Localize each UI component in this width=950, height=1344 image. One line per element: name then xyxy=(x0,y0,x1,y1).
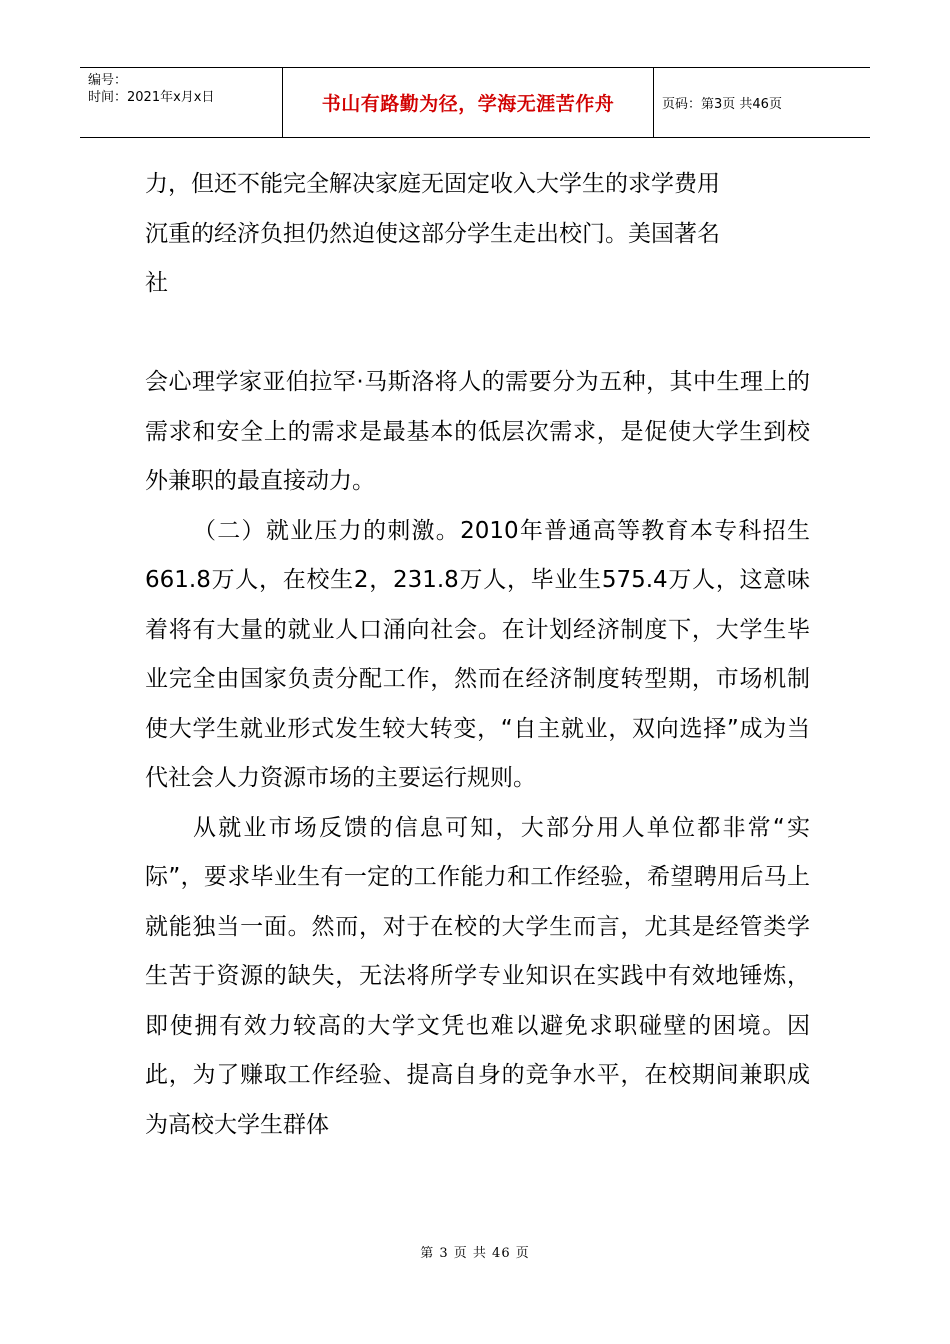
header-motto: 书山有路勤为径，学海无涯苦作舟 xyxy=(283,68,654,137)
text-block-main xyxy=(145,358,810,1150)
header-meta xyxy=(80,68,283,137)
text-block-top xyxy=(145,160,810,309)
paragraph-maslow: 会心理学家亚伯拉罕·马斯洛将人的需要分为五种，其中生理上的需求和安全上的需求是最基本的低层次需求，是促使大学生到校外兼职的最直接动力。 xyxy=(145,369,810,494)
page-footer: 第 3 页 共 46 页 xyxy=(420,1246,530,1261)
page-header xyxy=(80,67,870,138)
paragraph-job-market: 从就业市场反馈的信息可知，大部分用人单位都非常“实际”，要求毕业生有一定的工作能力和工作经验，希望聘用后马上就能独当一面。然而，对于在校的大学生而言，尤其是经管类学生苦于资源的缺失，无法将所学专业知识在实践中有效地锤炼，即使拥有效力较高的大学文凭也难以避免求职碰壁的困境。因此，为了赚取工作经验、提高自身的竞争水平，在校期间兼职成为高校大学生群体 xyxy=(145,814,810,1138)
paragraph-employment-pressure: （二）就业压力的刺激。2010年普通高等教育本专科招生661.8万人，在校生2，231.8万人，毕业生575.4万人，这意味着将有大量的就业人口涌向社会。在计划经济制度下，大学生毕业完全由国家负责分配工作，然而在经济制度转型期，市场机制使大学生就业形式发生较大转变，“自主就业，双向选择”成为当代社会人力资源市场的主要运行规则。 xyxy=(145,517,810,791)
header-page-info: 页码：第3页 共46页 xyxy=(662,97,782,112)
text-line: 力，但还不能完全解决家庭无固定收入大学生的求学费用 xyxy=(145,171,720,197)
text-line: 沉重的经济负担仍然迫使这部分学生走出校门。美国著名 xyxy=(145,220,720,247)
document-time-label: 时间：2021年x月x日 xyxy=(88,90,215,105)
document-number-label: 编号： xyxy=(88,73,128,88)
text-line: 社 xyxy=(145,270,168,296)
